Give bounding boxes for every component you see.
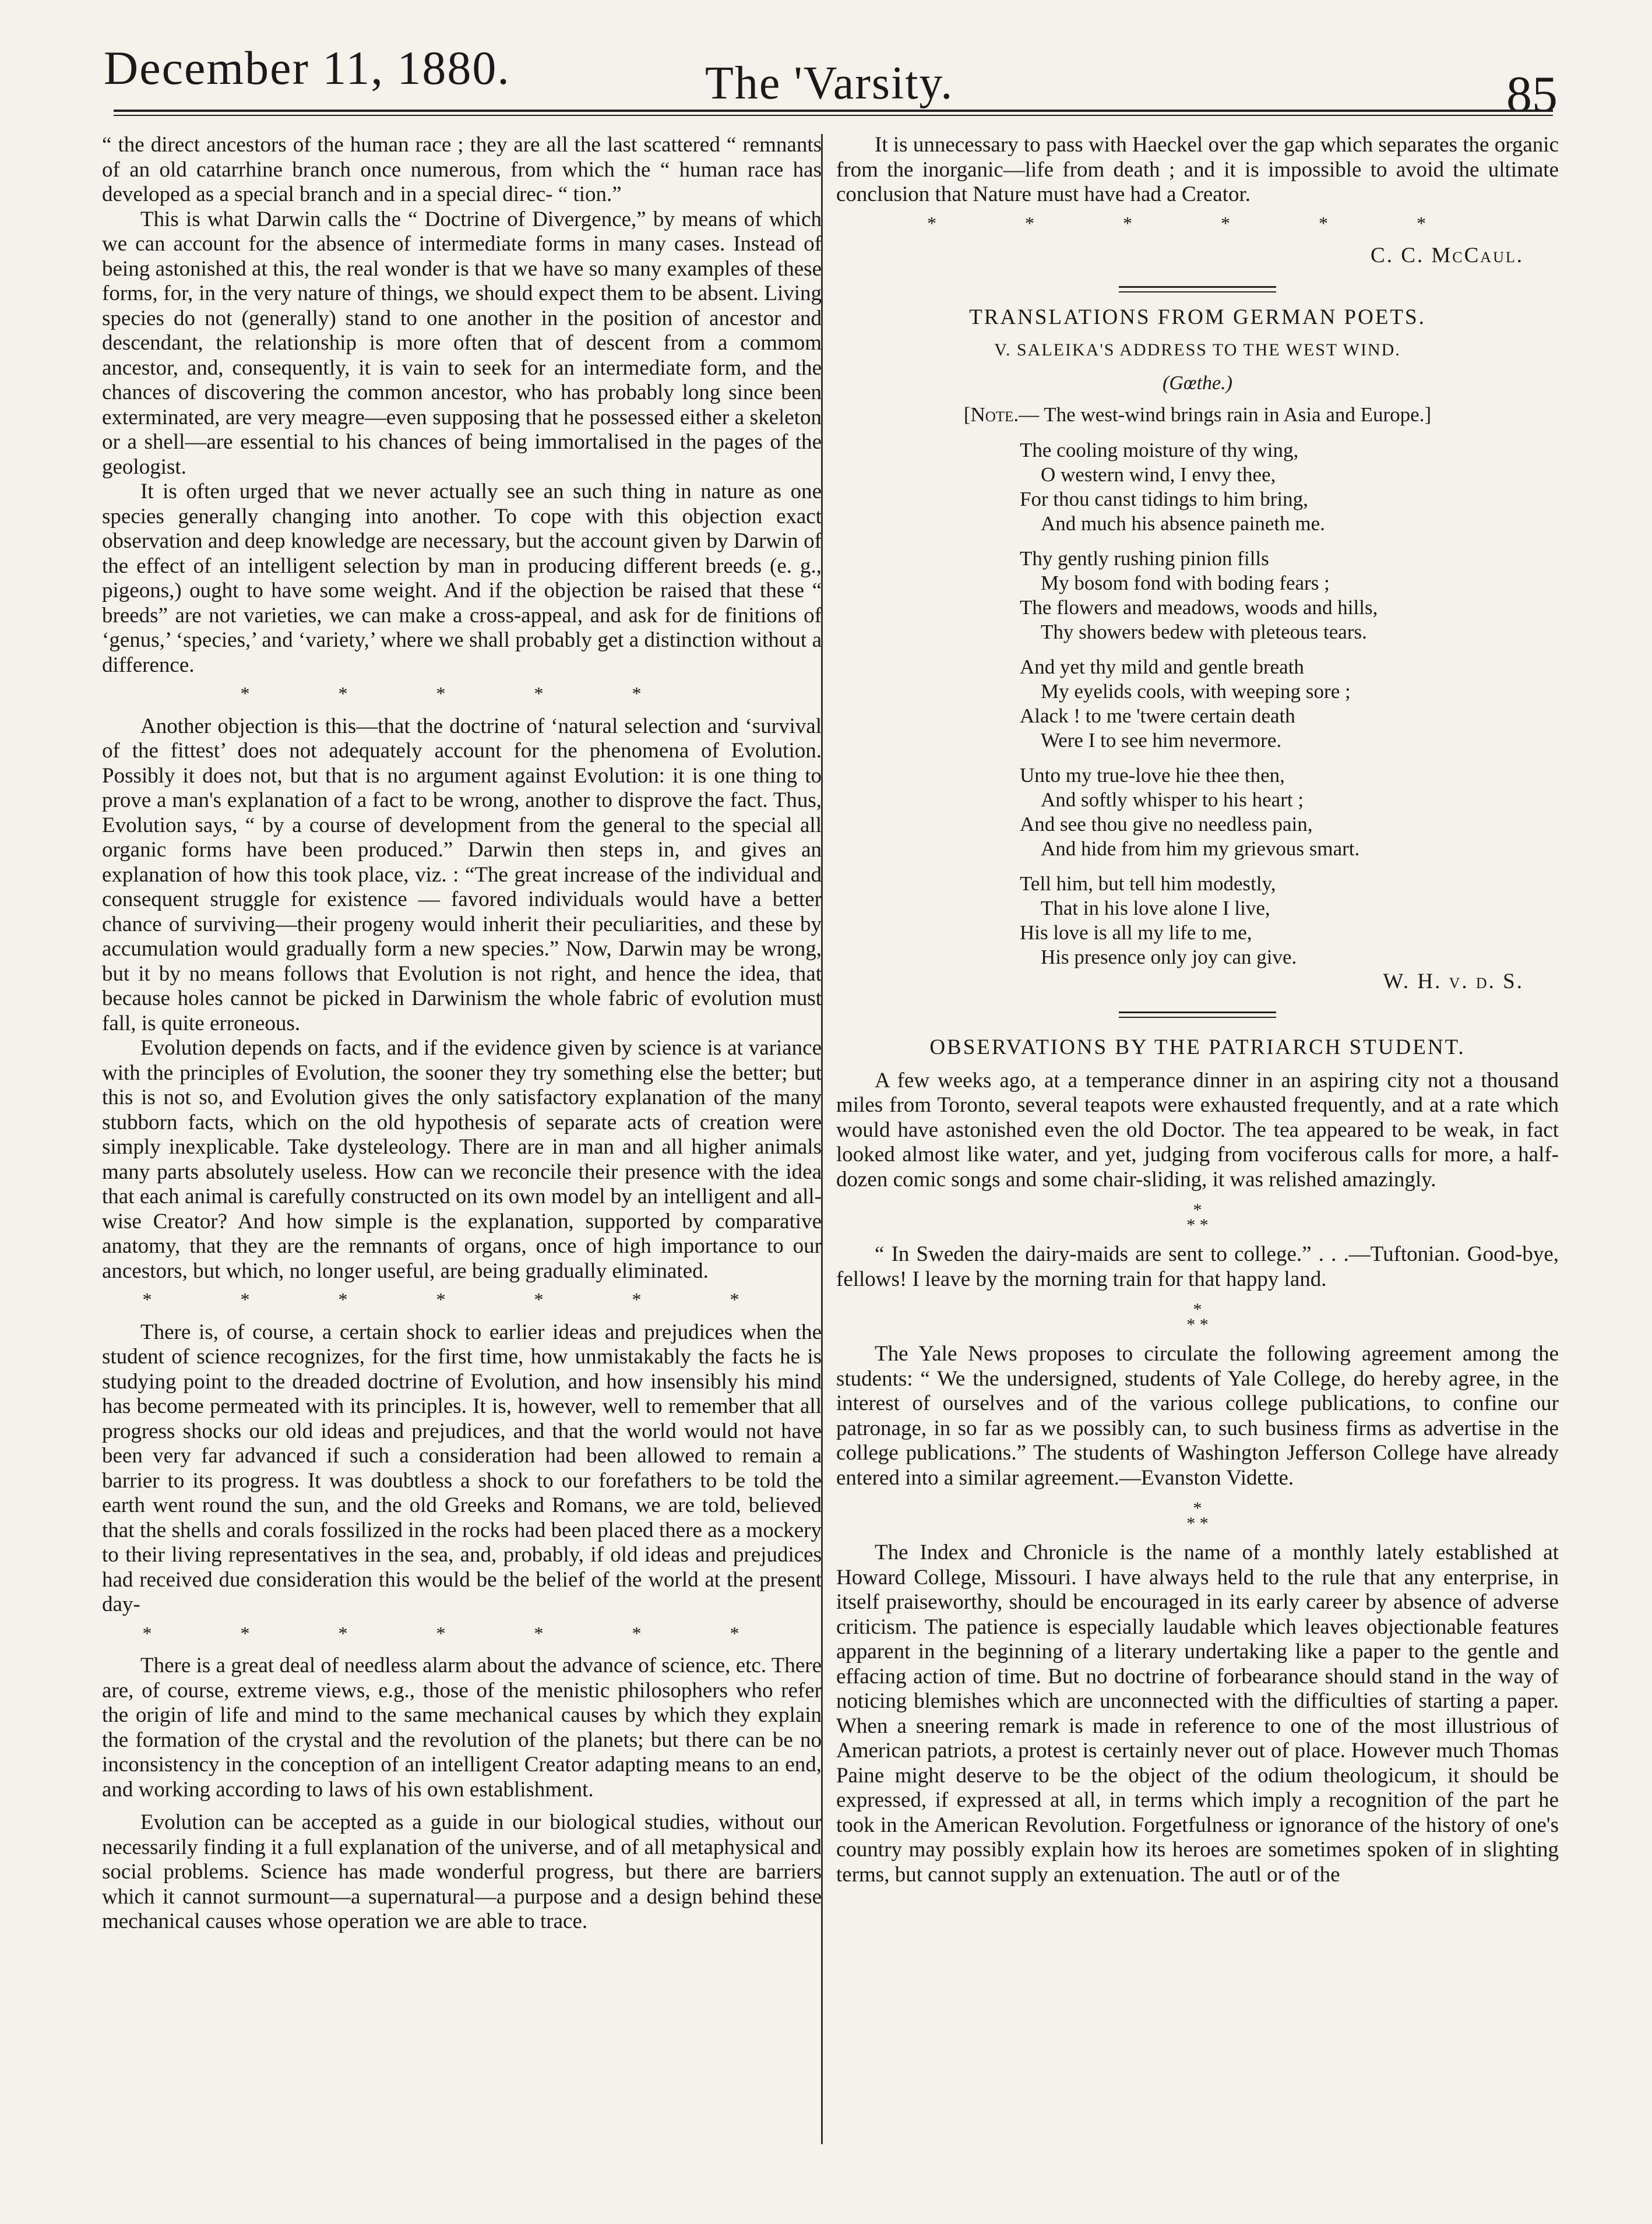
poem-line: The flowers and meadows, woods and hills, bbox=[1020, 595, 1378, 619]
left-column bbox=[102, 133, 822, 1934]
poem-line: His love is all my life to me, bbox=[1020, 921, 1252, 944]
paragraph: It is unnecessary to pass with Haeckel over the gap which separates the organic from the inorganic—life from death ; and it is impossible to avoid the ultimate conclusion that Nature must have had a Creator. bbox=[836, 133, 1559, 206]
publication-title: The 'Varsity. bbox=[705, 58, 954, 109]
asterism: * * * bbox=[1186, 1499, 1209, 1533]
author-signature: C. C. McCaul. bbox=[1371, 244, 1524, 267]
paragraph: The Yale News proposes to circulate the following agreement among the students: “ We the undersigned, students of Yale College, do hereby agree, in the interest of ourselves and of the various college publications, to confine our patronage, in so far as we possibly can, to such business firms as advertise in the college publications.” The students of Washington Jefferson College have already entered into a similar agreement.—Evanston Vidette. bbox=[836, 1342, 1559, 1490]
section-break-stars: * * * * * bbox=[240, 683, 684, 704]
poem-line: The cooling moisture of thy wing, bbox=[1020, 438, 1299, 461]
section-break-stars: * * * * * * bbox=[927, 212, 1468, 234]
paragraph: This is what Darwin calls the “ Doctrine of Divergence,” by means of which we can account for the absence of intermediate forms in many cases. Instead of being astonished at this, the real wonder is that we have so many examples of these forms, for, in the very nature of things, we should expect them to be absent. Living species do not (generally) stand to one another in the position of ancestor and descendant, the relationship is more often that of descent from a commom ancestor, and, consequently, it is vain to seek for an intermediate form, and the chances of discovering the common ancestor, who has probably long since been exterminated, are very meagre—even supposing that he possessed either a skeleton or a shell—are essential to his chances of being immortalised in the pages of the geologist. bbox=[102, 207, 822, 479]
note-label: [Note.— bbox=[963, 403, 1040, 426]
poem-line: Were I to see him nevermore. bbox=[1041, 728, 1282, 752]
note-text: The west-wind brings rain in Asia and Europe.] bbox=[1044, 403, 1432, 426]
right-column bbox=[836, 133, 1559, 1887]
poem-line: For thou canst tidings to him bring, bbox=[1020, 487, 1308, 510]
paragraph: Another objection is this—that the doctrine of ‘natural selection and ‘survival of the fittest’ does not adequately account for the phenomena of Evolution. Possibly it does not, but that is no argument against Evolution: it is one thing to prove a man's explanation of a fact to be wrong, another to disprove the fact. Thus, Evolution says, “ by a course of development from the general to the special all organic forms have been produced.” Darwin then steps in, and gives an explanation of how this took place, viz. : “The great increase of the individual and consequent struggle for existence — favored individuals would have a better chance of surviving—their progeny would inherit their peculiarities, and these by accumulation would gradually form a new species.” Now, Darwin may be wrong, but it by no means follows that Evolution is not right, and hence the idea, that because holes cannot be picked in Darwinism the whole fabric of evolution must fall, is quite erroneous. bbox=[102, 714, 822, 1035]
section-heading: OBSERVATIONS BY THE PATRIARCH STUDENT. bbox=[929, 1035, 1466, 1059]
poem-line: Unto my true-love hie thee then, bbox=[1020, 763, 1285, 787]
header-rule-thick bbox=[114, 110, 1553, 112]
paragraph: There is, of course, a certain shock to earlier ideas and prejudices when the student of science recognizes, for the first time, how unmistakably the facts he is studying point to the dreaded doctrine of Evolution, and how insensibly his mind has become permeated with its principles. It is, however, well to remember that all progress shocks our old ideas and prejudices, and that the world would not have been very far advanced if such a consideration had been allowed to remain a barrier to its progress. It was doubtless a shock to our forefathers to be told the earth went round the sun, and the old Greeks and Romans, we are told, believed that the shells and corals fossilized in the rocks had been placed there as a mockery to their living representatives in the sea, and, probably, if old ideas and prejudices had received due consideration this would be the belief of the world at the present day- bbox=[102, 1320, 822, 1616]
paragraph: Evolution can be accepted as a guide in our biological studies, without our necessarily finding it a full explanation of the universe, and of all metaphysical and social problems. Science has made wonderful progress, but there are barriers which it cannot surmount—a supernatural—a purpose and a design behind these mechanical causes whose operation we are able to trace. bbox=[102, 1810, 822, 1933]
paragraph: There is a great deal of needless alarm about the advance of science, etc. There are, of course, extreme views, e.g., those of the menistic philosophers who refer the origin of life and mind to the same mechanical causes by which they explain the formation of the crystal and the revolution of the planets; but there can be no inconsistency in the conception of an intelligent Creator adapting means to an end, and working according to laws of his own establishment. bbox=[102, 1654, 822, 1802]
poem-line: My eyelids cools, with weeping sore ; bbox=[1041, 679, 1351, 703]
poem-line: And softly whisper to his heart ; bbox=[1041, 788, 1304, 811]
poem-line: And much his absence paineth me. bbox=[1041, 512, 1325, 535]
poem-stanza bbox=[1020, 763, 1559, 861]
paragraph: A few weeks ago, at a temperance dinner in an aspiring city not a thousand miles from Toronto, several teapots were exhausted frequently, and at a rate which would have astonished even the old Doctor. The tea appeared to be weak, in fact looked almost like water, and yet, judging from vociferous calls for more, a half-dozen comic songs and some chair-sliding, it was relished amazingly. bbox=[836, 1068, 1559, 1192]
poem-line: And yet thy mild and gentle breath bbox=[1020, 655, 1304, 678]
poem-line: And see thou give no needless pain, bbox=[1020, 812, 1313, 836]
section-break-stars: * * * * * * * bbox=[142, 1289, 781, 1310]
paragraph: “ In Sweden the dairy-maids are sent to college.” . . .—Tuftonian. Good-bye, fellows! I leave by the morning train for that happy land. bbox=[836, 1242, 1559, 1291]
author-signature: W. H. v. d. S. bbox=[1383, 969, 1524, 993]
poem bbox=[1020, 438, 1559, 970]
asterism: * * * bbox=[1186, 1300, 1209, 1334]
poem-line: O western wind, I envy thee, bbox=[1041, 463, 1276, 486]
poem-stanza bbox=[1020, 655, 1559, 753]
poem-line: Tell him, but tell him modestly, bbox=[1020, 872, 1276, 895]
poem-line: That in his love alone I live, bbox=[1041, 896, 1270, 919]
asterism: * * * bbox=[1186, 1200, 1209, 1235]
poem-title: V. SALEIKA'S ADDRESS TO THE WEST WIND. bbox=[994, 340, 1401, 359]
paragraph: The Index and Chronicle is the name of a monthly lately established at Howard College, Missouri. I have always held to the rule that any enterprise, in itself praiseworthy, should be encouraged in its early career by absence of adverse criticism. The patience is especially laudable which leaves objectionable features apparent in the beginning of a literary undertaking like a paper to the gentle and effacing action of time. But no doctrine of forbearance should stand in the way of noticing blemishes which are unconnected with the difficulties of starting a paper. When a sneering remark is made in reference to one of the most illustrious of American patriots, a protest is certainly never out of place. However much Thomas Paine might deserve to be the object of the odium theologicum, it should be expressed, if expressed at all, in terms which imply a recognition of the part he took in the American Revolution. Forgetfulness or ignorance of the history of one's country may possibly explain how its heroes are sometimes spoken of in slighting terms, but cannot supply an extenuation. The autl or of the bbox=[836, 1541, 1559, 1887]
paragraph: Evolution depends on facts, and if the evidence given by science is at variance with the principles of Evolution, the sooner they try something else the better; but this is not so, and Evolution gives the only satisfactory explanation of the many stubborn facts, which on the old hypothesis of separate acts of creation were simply inexplicable. Take dysteleology. There are in man and all higher animals many parts absolutely useless. How can we reconcile their presence with the idea that each animal is carefully constructed on its own model by an intelligent and all-wise Creator? And how simple is the explanation, supported by comparative anatomy, that they are the remnants of organs, once of high importance to our ancestors, but which, no longer useful, are being gradually eliminated. bbox=[102, 1036, 822, 1283]
poem-line: His presence only joy can give. bbox=[1041, 945, 1297, 968]
section-break-stars: * * * * * * * bbox=[142, 1622, 781, 1644]
paragraph: “ the direct ancestors of the human race ; they are all the last scattered “ remnants of an old catarrhine branch once numerous, from which the “ human race has developed as a special branch and in a special direc- “ tion.” bbox=[102, 133, 822, 206]
poem-line: Alack ! to me 'twere certain death bbox=[1020, 704, 1295, 727]
section-rule bbox=[1119, 286, 1276, 292]
poem-stanza bbox=[1020, 438, 1559, 536]
poem-attribution: (Gœthe.) bbox=[1163, 372, 1232, 394]
issue-date: December 11, 1880. bbox=[104, 41, 510, 94]
poem-line: My bosom fond with boding fears ; bbox=[1041, 571, 1330, 594]
section-heading: TRANSLATIONS FROM GERMAN POETS. bbox=[969, 305, 1426, 329]
paragraph: It is often urged that we never actually see an such thing in nature as one species generally changing into another. To cope with this objection exact observation and deep knowledge are necessary, but the account given by Darwin of the effect of an intelligent selection by man in producing different breeds (e. g., pigeons,) ought to have some weight. And if the objection be raised that these “ breeds” are not varieties, we can make a cross-appeal, and ask for de finitions of ‘genus,’ ‘species,’ and ‘variety,’ where we shall probably get a distinction without a difference. bbox=[102, 480, 822, 677]
poem-line: And hide from him my grievous smart. bbox=[1041, 837, 1360, 860]
page-number: 85 bbox=[1506, 66, 1558, 123]
poem-line: Thy showers bedew with pleteous tears. bbox=[1041, 620, 1367, 643]
poem-stanza bbox=[1020, 547, 1559, 644]
poem-stanza bbox=[1020, 872, 1559, 970]
header-rule-thin bbox=[114, 115, 1553, 116]
section-rule bbox=[1119, 1011, 1276, 1018]
poem-note bbox=[836, 403, 1559, 428]
poem-line: Thy gently rushing pinion fills bbox=[1020, 547, 1269, 570]
